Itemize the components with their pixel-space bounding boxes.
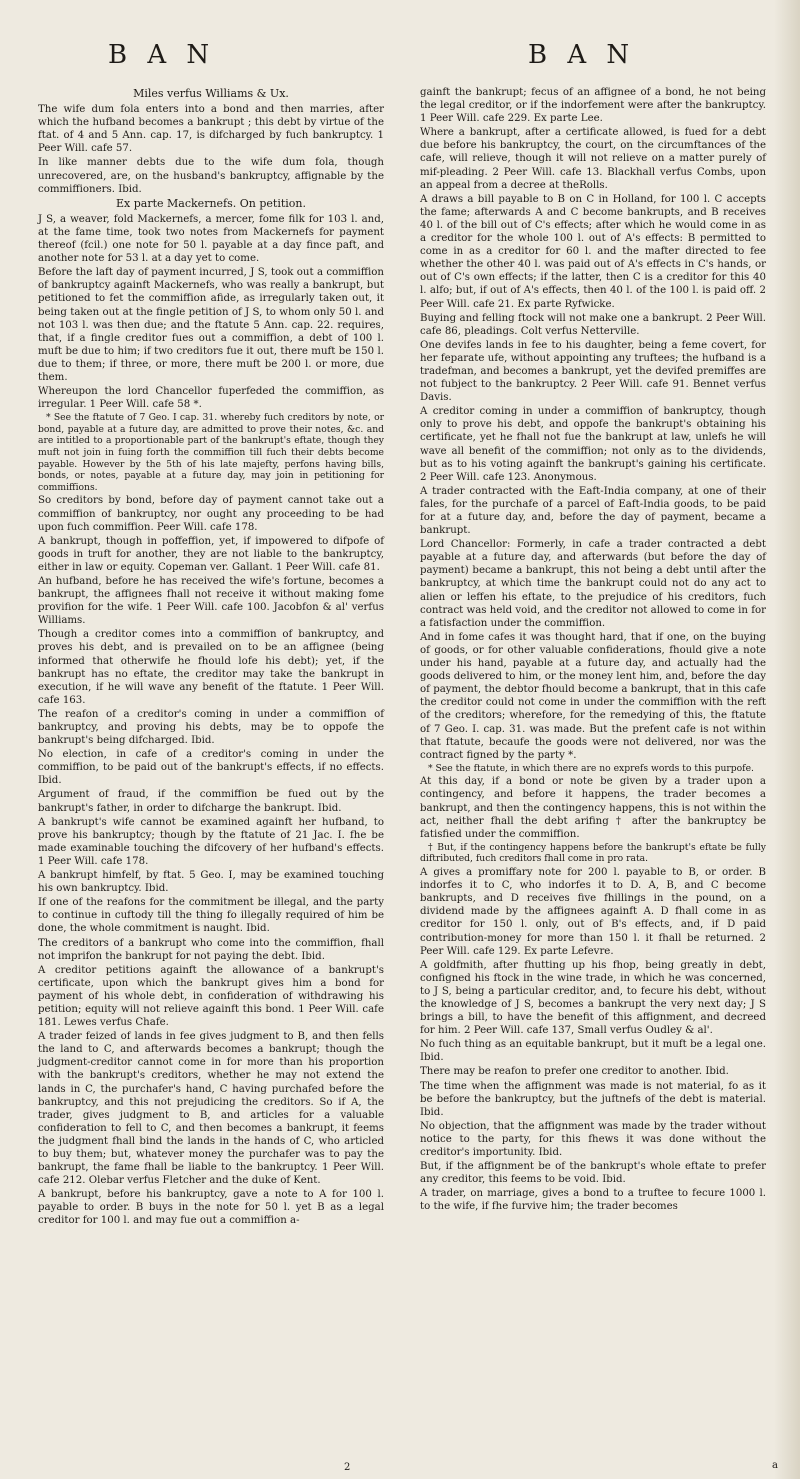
- paragraph: There may be reafon to prefer one creditor to another. Ibid.: [420, 1066, 729, 1078]
- signature-mark-right: a: [772, 1460, 778, 1471]
- paragraph: No objection, that the affignment was made by the trader without notice to the party, for this fhews it was done without the creditor's importunity. Ibid.: [420, 1120, 766, 1158]
- paragraph: An hufband, before he has received the wife's fortune, becomes a bankrupt, the affignees fhall not receive it without making fome provifion for the wife. 1 Peer Will. cafe 100. Jacobfon & al' verfus Williams.: [38, 575, 384, 627]
- paragraph: Lord Chancellor: Formerly, in cafe a trader contracted a debt payable at a future day, and afterwards (but before the day of payment) became a bankrupt, this not being a debt until after the bankruptcy, at which time the bankrupt could not do any act to alien or leffen his eftate, to the prejudice of his creditors, fuch contract was held void, and the creditor not allowed to come in for a fatisfaction under the commiffion.: [420, 539, 766, 629]
- right-column: [420, 86, 766, 1214]
- paragraph: A bankrupt's wife cannot be examined againft her hufband, to prove his bankruptcy; though by the ftatute of 21 Jac. I. fhe be made examinable touching the difcovery of her hufband's effects. 1 Peer Will. cafe 178.: [38, 816, 384, 867]
- paragraph: The reafon of a creditor's coming in under a commiffion of bankruptcy, and proving his debts, may be to oppofe the bankrupt's being difcharged. Ibid.: [38, 708, 384, 747]
- paragraph: At this day, if a bond or note be given by a trader upon a contingency, and before it happens, the trader becomes a bankrupt, and then the contingency happens, this is not within the act, neither fhall the debt arifing † after the bankruptcy be fatisfied under the commiffion.: [420, 776, 766, 840]
- paragraph: Buying and felling ftock will not make one a bankrupt. 2 Peer Will. cafe 86, pleadings. Colt verfus Netterville.: [420, 312, 766, 337]
- footnote: * See the ftatute, in which there are no exprefs words to this purpofe.: [428, 762, 754, 774]
- paragraph: A bankrupt, though in poffeffion, yet, if impowered to difpofe of goods in truft for another, they are not liable to the bankruptcy, either in law or equity. Copeman ver. Gallant. 1 Peer Will. cafe 81.: [38, 535, 384, 573]
- left-column: [38, 86, 384, 1229]
- paragraph: In like manner debts due to the wife dum fola, though unrecovered, are, on the husband's bankruptcy, affignable by the commiffioners. Ibid.: [38, 157, 384, 195]
- paragraph: A creditor coming in under a commiffion of bankruptcy, though only to prove his debt, and oppofe the bankrupt's obtaining his certificate, yet he fhall not fue the bankrupt at law, unlefs he will wave all benefit of the commiffion; not only as to the dividends, but as to his voting againft the bankrupt's gaining his certificate. 2 Peer Will. cafe 123. Anonymous.: [420, 406, 766, 483]
- paragraph: A trader contracted with the Eaft-India company, at one of their fales, for the purchafe of a parcel of Eaft-India goods, to be paid for at a future day, and, before the day of payment, became a bankrupt.: [420, 485, 766, 537]
- paragraph: The wife dum fola enters into a bond and then marries, after which the hufband becomes a bankrupt ; this debt by virtue of the ftat. of 4 and 5 Ann. cap. 17, is difcharged by fuch bankruptcy. 1 Peer Will. cafe 57.: [38, 104, 384, 155]
- paragraph: But, if the affignment be of the bankrupt's whole eftate to prefer any creditor, this feems to be void. Ibid.: [420, 1161, 766, 1186]
- signature-mark-left: 2: [344, 1462, 351, 1473]
- case-heading: Ex parte Mackernefs. On petition.: [116, 196, 306, 210]
- case-heading: Miles verfus Williams & Ux.: [133, 87, 289, 100]
- paragraph: The time when the affignment was made is not material, fo as it be before the bankruptcy, but the juftnefs of the debt is material. Ibid.: [420, 1080, 766, 1118]
- paragraph: No election, in cafe of a creditor's coming in under the commiffion, to be paid out of the bankrupt's effects, if no effects. Ibid.: [38, 749, 384, 787]
- paragraph: Where a bankrupt, after a certificate allowed, is fued for a debt due before his bankruptcy, the court, on the circumftances of the cafe, will relieve, though it will not relieve on a matter purely of mif-pleading. 2 Peer Will. cafe 13. Blackhall verfus Combs, upon an appeal from a decree at theRolls.: [420, 127, 766, 191]
- paragraph: Argument of fraud, if the commiffion be fued out by the bankrupt's father, in order to difcharge the bankrupt. Ibid.: [38, 789, 384, 814]
- paragraph: gainft the bankrupt; fecus of an affignee of a bond, he not being the legal creditor, or if the indorfement were after the bankruptcy. 1 Peer Will. cafe 229. Ex parte Lee.: [420, 87, 766, 125]
- paragraph: Before the laft day of payment incurred, J S, took out a commiffion of bankruptcy againft Mackernefs, who was really a bankrupt, but petitioned to fet the commiffion afide, as irregularly taken out, it being taken out at the fingle petition of J S, to whom only 50 l. and not 103 l. was then due; and the ftatute 5 Ann. cap. 22. requires, that, if a fingle creditor fues out a commiffion, a debt of 100 l. muft be due to him; if two creditors fue it out, there muft be 150 l. due to them; if three, or more, there muft be 200 l. or more, due them.: [38, 267, 384, 383]
- paragraph: A trader feized of lands in fee gives judgment to B, and then fells the land to C, and afterwards becomes a bankrupt; though the judgment-creditor cannot come in for more than his proportion with the bankrupt's creditors, whether he may not extend the lands in C, the purchafer's hand, C having purchafed before the bankruptcy, and this not prejudicing the creditors. So if A, the trader, gives judgment to B, and articles for a valuable confideration to fell to C, and then becomes a bankrupt, it feems the judgment fhall bind the lands in the hands of C, who articled to buy them; but, whatever money the purchafer was to pay the bankrupt, the fame fhall be liable to the bankruptcy. 1 Peer Will. cafe 212. Olebar verfus Fletcher and the duke of Kent.: [38, 1031, 384, 1187]
- paragraph: If one of the reafons for the commitment be illegal, and the party to continue in cuftody till the thing fo illegally required of him be done, the whole commitment is naught. Ibid.: [38, 897, 384, 935]
- running-header-right: B A N: [528, 40, 636, 70]
- footnote: † But, if the contingency happens before the bankrupt's eftate be fully diftributed, fuch creditors fhall come in pro rata.: [420, 841, 766, 865]
- paragraph: A gives a promiffary note for 200 l. payable to B, or order. B indorfes it to C, who indorfes it to D. A, B, and C become bankrupts, and D receives five fhillings in the pound, on a dividend made by the affignees againft A. D fhall come in as creditor for 150 l. only, out of B's effects, and, if D paid contribution-money for more than 150 l. it fhall be returned. 2 Peer Will. cafe 129. Ex parte Lefevre.: [420, 867, 766, 957]
- paragraph: A trader, on marriage, gives a bond to a truftee to fecure 1000 l. to the wife, if fhe furvive him; the trader becomes: [420, 1188, 766, 1213]
- paragraph: Though a creditor comes into a commiffion of bankruptcy, and proves his debt, and is prevailed on to be an affignee (being informed that otherwife he fhould lofe his debt); yet, if the bankrupt has no eftate, the creditor may take the bankrupt in execution, if he will wave any benefit of the ftatute. 1 Peer Will. cafe 163.: [38, 629, 384, 706]
- paragraph: J S, a weaver, fold Mackernefs, a mercer, fome filk for 103 l. and, at the fame time, took two notes from Mackernefs for payment thereof (fcil.) one note for 50 l. payable at a day fince paft, and another note for 53 l. at a day yet to come.: [38, 213, 384, 265]
- paragraph: A bankrupt, before his bankruptcy, gave a note to A for 100 l. payable to order. B buys in the note for 50 l. yet B as a legal creditor for 100 l. and may fue out a commiffion a-: [38, 1189, 384, 1227]
- footnote: * See the ftatute of 7 Geo. I cap. 31. whereby fuch creditors by note, or bond, payable at a future day, are admitted to prove their notes, &c. and are intitled to a proportionable part of the bankrupt's eftate, though they muft not join in fuing forth the commiffion till fuch their debts become payable. However by the 5th of his late majefty, perfons having bills, bonds, or notes, payable at a future day, may join in petitioning for commiffions.: [38, 412, 384, 493]
- paragraph: One devifes lands in fee to his daughter, being a feme covert, for her feparate ufe, without appointing any truftees; the hufband is a tradefman, and becomes a bankrupt, yet the devifed premiffes are not fubject to the bankruptcy. 2 Peer Will. cafe 91. Bennet verfus Davis.: [420, 339, 766, 404]
- paragraph: Whereupon the lord Chancellor fuperfeded the commiffion, as irregular. 1 Peer Will. cafe 58 *.: [38, 386, 384, 411]
- paragraph: The creditors of a bankrupt who come into the commiffion, fhall not imprifon the bankrupt for not paying the debt. Ibid.: [38, 937, 384, 962]
- page-edge-shadow: [774, 0, 800, 1479]
- running-header-left: B A N: [108, 40, 216, 70]
- paragraph: And in fome cafes it was thought hard, that if one, on the buying of goods, or for other valuable confiderations, fhould give a note under his hand, payable at a future day, and actually had the goods delivered to him, or the money lent him, and, before the day of payment, the debtor fhould become a bankrupt, that in this cafe the creditor could not come in under the commiffion with the reft of the creditors; wherefore, for the remedying of this, the ftatute of 7 Geo. I. cap. 31. was made. But the prefent cafe is not within that ftatute, becaufe the goods were not delivered, nor was the contract figned by the party *.: [420, 631, 766, 761]
- paragraph: So creditors by bond, before day of payment cannot take out a commiffion of bankruptcy, nor ought any proceeding to be had upon fuch commiffion. Peer Will. cafe 178.: [38, 495, 384, 533]
- paragraph: A goldfmith, after fhutting up his fhop, being greatly in debt, configned his ftock in the wine trade, in which he was concerned, to J S, being a particular creditor, and, to fecure his debt, without the knowledge of J S, becomes a bankrupt the very next day; J S brings a bill, to have the benefit of this affignment, and decreed for him. 2 Peer Will. cafe 137, Small verfus Oudley & al'.: [420, 959, 766, 1037]
- paragraph: A creditor petitions againft the allowance of a bankrupt's certificate, upon which the bankrupt gives him a bond for payment of his whole debt, in confideration of withdrawing his petition; equity will not relieve againft this bond. 1 Peer Will. cafe 181. Lewes verfus Chafe.: [38, 964, 384, 1029]
- paragraph: A bankrupt himfelf, by ftat. 5 Geo. I, may be examined touching his own bankruptcy. Ibid.: [38, 870, 384, 895]
- paragraph: No fuch thing as an equitable bankrupt, but it muft be a legal one. Ibid.: [420, 1039, 766, 1064]
- paragraph: A draws a bill payable to B on C in Holland, for 100 l. C accepts the fame; afterwards A and C become bankrupts, and B receives 40 l. of the bill out of C's effects; after which he would come in as a creditor for the whole 100 l. out of A's effects: B permitted to come in as a creditor for 60 l. and the mafter directed to fee whether the other 40 l. was paid out of A's effects in C's hands, or out of C's own effects; if the latter, then C is a creditor for this 40 l. alfo; but, if out of A's effects, then 40 l. of the 100 l. is paid off. 2 Peer Will. cafe 21. Ex parte Ryfwicke.: [420, 193, 766, 310]
